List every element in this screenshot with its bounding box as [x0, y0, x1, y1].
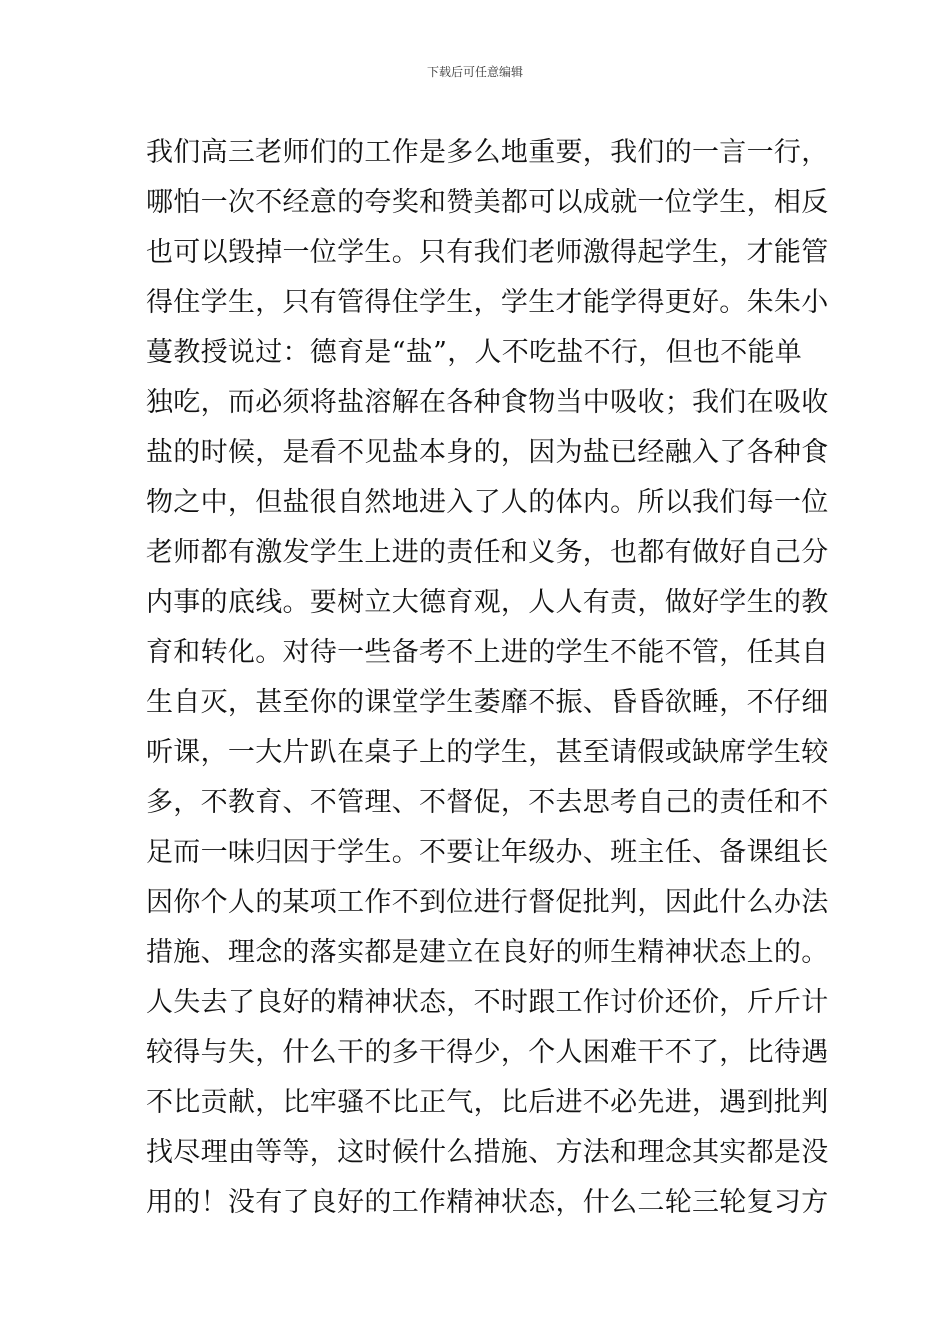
text-line: 因你个人的某项工作不到位进行督促批判，因此什么办法 — [146, 887, 829, 918]
text-line: 我们高三老师们的工作是多么地重要，我们的一言一行， — [146, 137, 829, 168]
text-line: 蔓教授说过：德育是“盐”，人不吃盐不行，但也不能单 — [146, 337, 803, 368]
text-line: 独吃，而必须将盐溶解在各种食物当中吸收；我们在吸收 — [146, 387, 829, 418]
text-line: 较得与失，什么干的多干得少，个人困难干不了，比待遇 — [146, 1037, 829, 1068]
text-line: 内事的底线。要树立大德育观，人人有责，做好学生的教 — [146, 587, 829, 618]
text-line: 得住学生，只有管得住学生，学生才能学得更好。朱朱小 — [146, 287, 829, 318]
text-line: 措施、理念的落实都是建立在良好的师生精神状态上的。 — [146, 937, 829, 968]
text-line: 不比贡献，比牢骚不比正气，比后进不必先进，遇到批判 — [146, 1087, 829, 1118]
text-line: 物之中，但盐很自然地进入了人的体内。所以我们每一位 — [146, 487, 829, 518]
text-line: 盐的时候，是看不见盐本身的，因为盐已经融入了各种食 — [146, 437, 829, 468]
text-line: 人失去了良好的精神状态，不时跟工作讨价还价，斤斤计 — [146, 987, 829, 1018]
text-line: 找尽理由等等，这时候什么措施、方法和理念其实都是没 — [146, 1137, 829, 1168]
text-line: 也可以毁掉一位学生。只有我们老师激得起学生，才能管 — [146, 237, 829, 268]
text-line: 听课，一大片趴在桌子上的学生，甚至请假或缺席学生较 — [146, 737, 829, 768]
text-line: 生自灭，甚至你的课堂学生萎靡不振、昏昏欲睡，不仔细 — [146, 687, 829, 718]
page-header: 下载后可任意编辑 — [426, 65, 523, 79]
text-line: 足而一味归因于学生。不要让年级办、班主任、备课组长 — [146, 837, 829, 868]
text-line: 育和转化。对待一些备考不上进的学生不能不管，任其自 — [146, 637, 829, 668]
text-line: 多，不教育、不管理、不督促，不去思考自己的责任和不 — [146, 787, 829, 818]
text-line: 哪怕一次不经意的夸奖和赞美都可以成就一位学生，相反 — [146, 187, 829, 218]
body-paragraph — [146, 128, 829, 1228]
text-line: 老师都有激发学生上进的责任和义务，也都有做好自己分 — [146, 537, 829, 568]
text-line: 用的！没有了良好的工作精神状态，什么二轮三轮复习方 — [146, 1187, 829, 1218]
